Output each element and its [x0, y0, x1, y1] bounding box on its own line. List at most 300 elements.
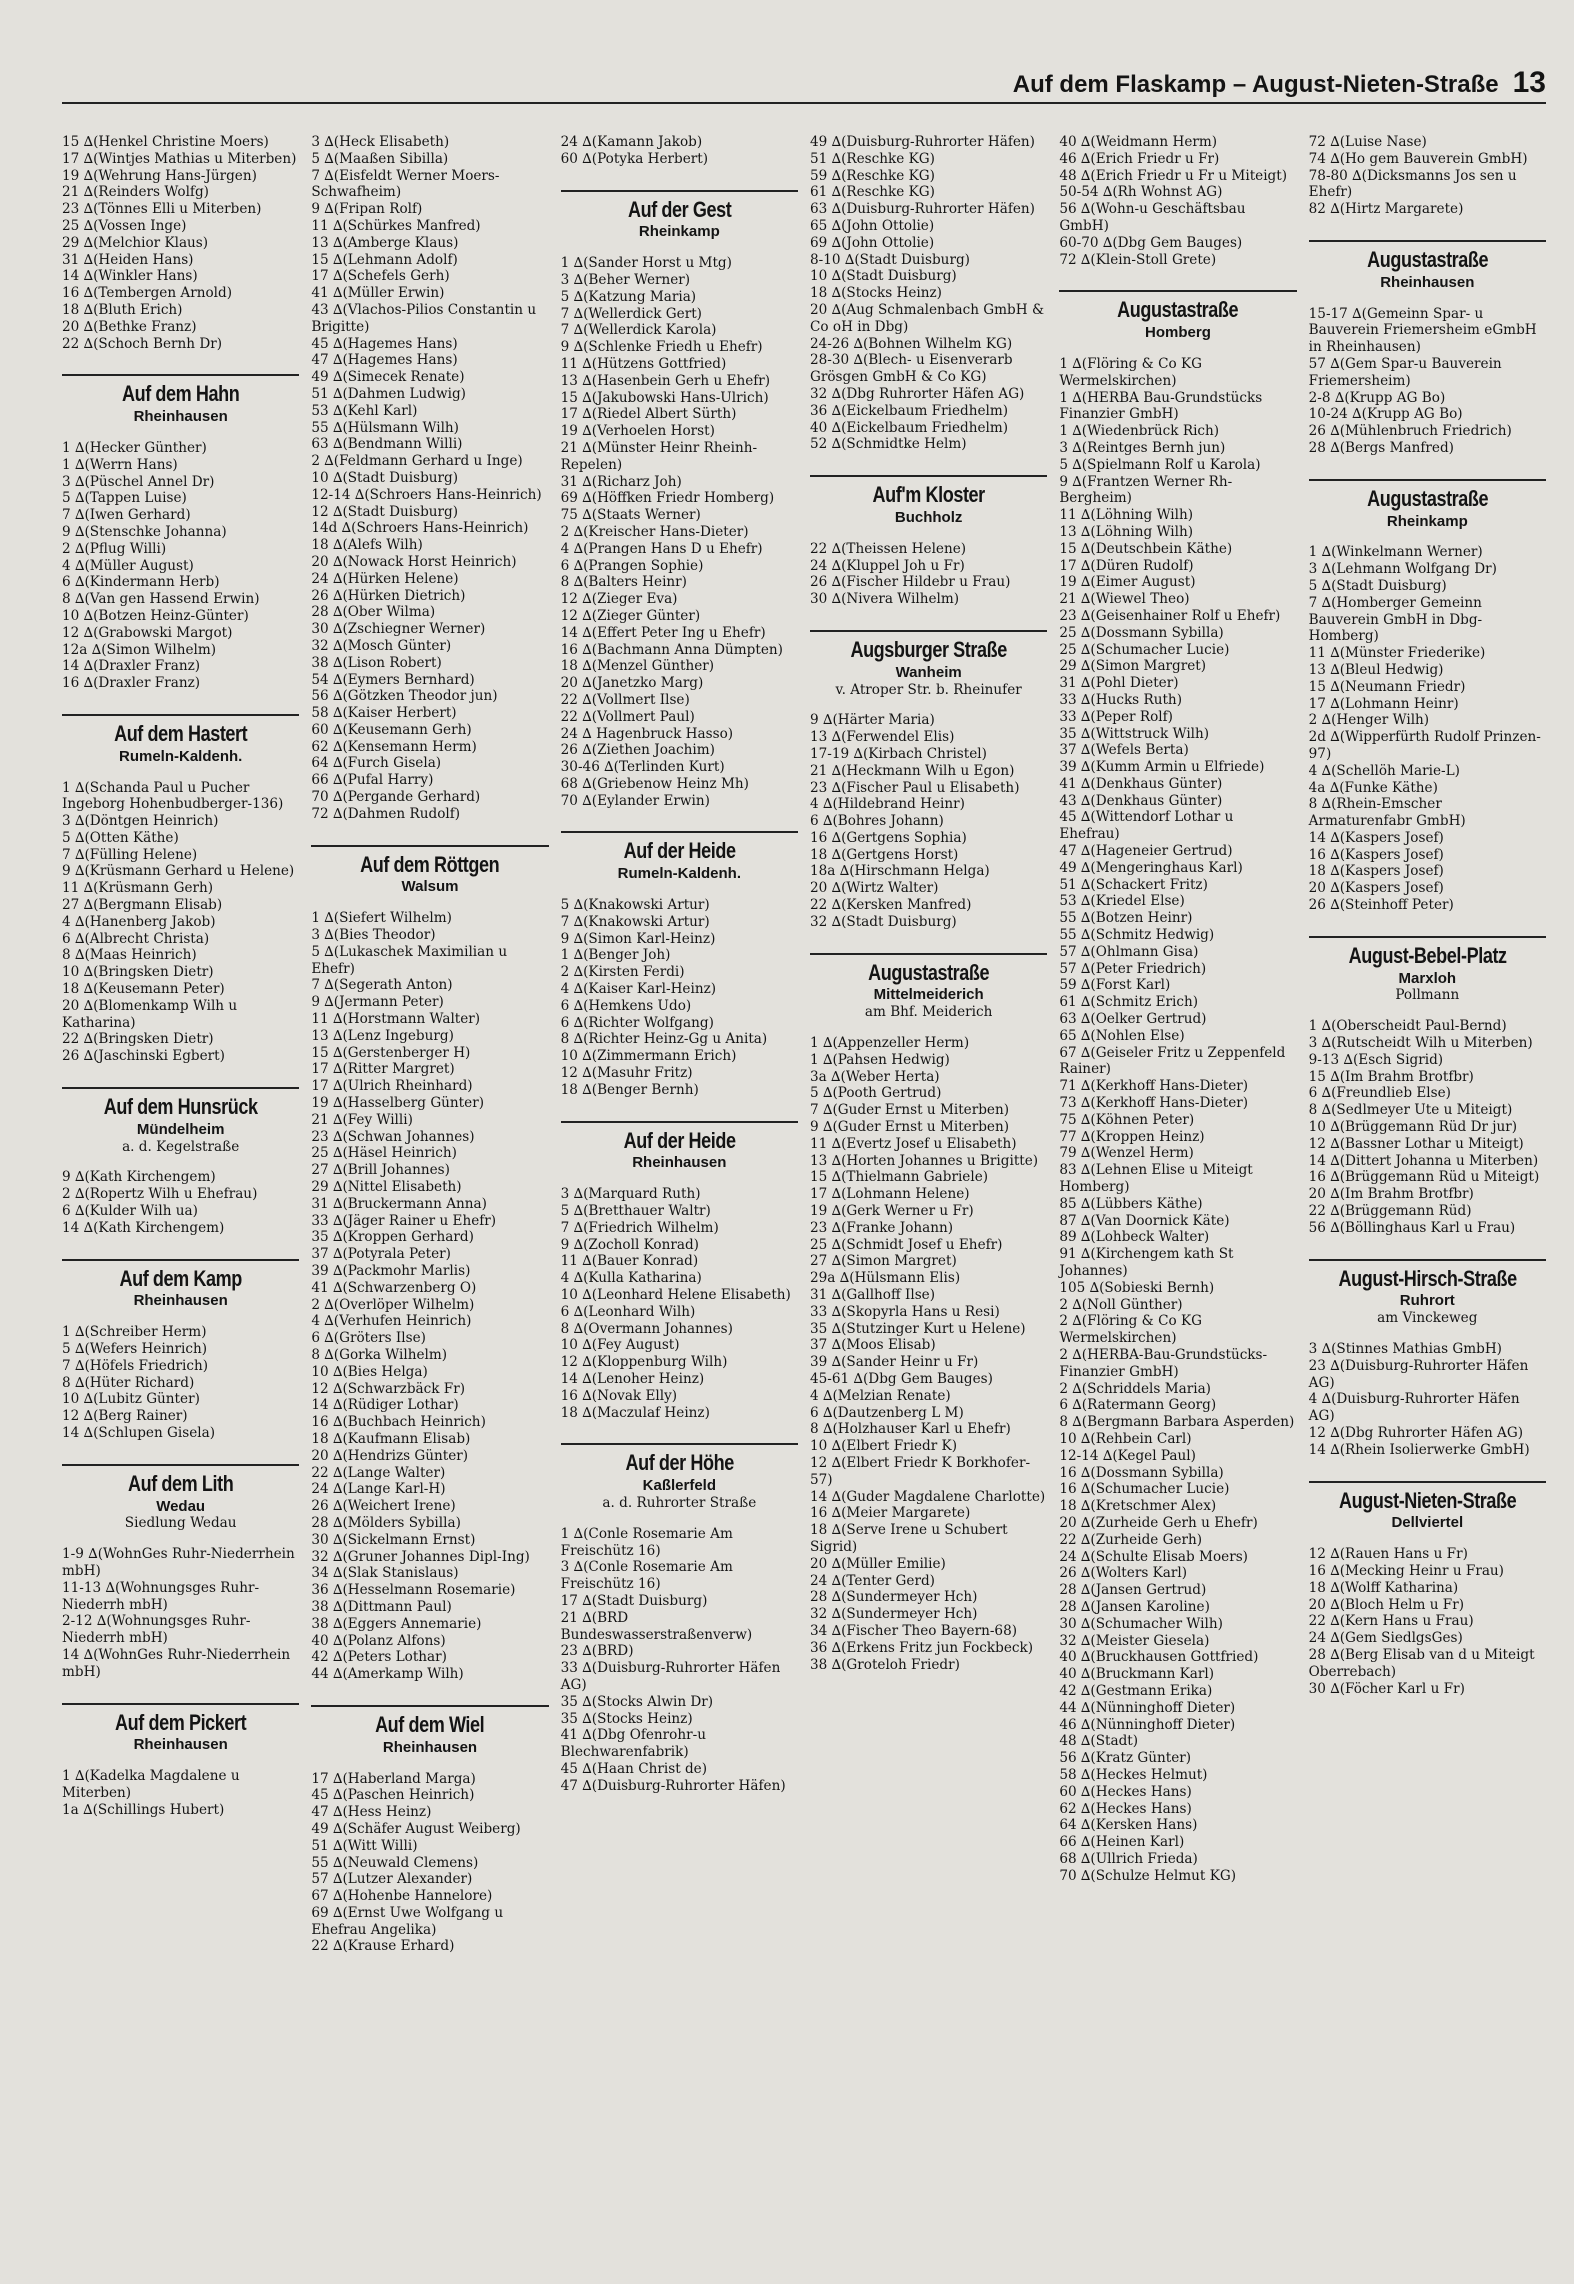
address-entry: 4 ∆(Müller August)	[62, 557, 194, 574]
address-entry: 47 ∆(Hess Heinz)	[311, 1804, 432, 1821]
address-entry: 6 ∆(Kindermann Herb)	[62, 574, 220, 591]
address-entry: 17 ∆(Schefels Gerh)	[311, 268, 450, 285]
address-entry: 27 ∆(Brill Johannes)	[311, 1162, 450, 1179]
address-entry: 46 ∆(Erich Friedr u Fr)	[1059, 150, 1220, 167]
address-entry: 2 ∆(Schriddels Maria)	[1059, 1380, 1211, 1397]
address-entry: 68 ∆(Ullrich Frieda)	[1059, 1850, 1198, 1867]
address-entry: 26 ∆(Weichert Irene)	[311, 1498, 456, 1515]
address-entry: 17 ∆(Lohmann Helene)	[809, 1186, 970, 1203]
address-entry: 24 ∆(Kluppel Joh u Fr)	[809, 557, 965, 574]
address-entry: 14 ∆(Effert Peter Ing u Ehefr)	[560, 624, 766, 641]
address-entry: 44 ∆(Nünninghoff Dieter)	[1059, 1699, 1236, 1716]
address-entry: 45-61 ∆(Dbg Gem Bauges)	[809, 1371, 993, 1387]
address-entry: 35 ∆(Stocks Alwin Dr)	[560, 1693, 714, 1710]
address-entry: 55 ∆(Schmitz Hedwig)	[1059, 927, 1215, 944]
address-entry: 82 ∆(Hirtz Margarete)	[1308, 201, 1464, 218]
address-entry: 13 ∆(Lenz Ingeburg)	[311, 1027, 454, 1044]
street-heading	[810, 953, 1047, 1021]
address-entry: 61 ∆(Reschke KG)	[809, 184, 935, 201]
street-name: Auf'm Kloster	[872, 482, 985, 508]
address-entry: 24 ∆(Hürken Helene)	[311, 570, 459, 587]
address-entry: 12 ∆(Masuhr Fritz)	[560, 1065, 693, 1082]
address-entry: 5 ∆(Pooth Gertrud)	[809, 1085, 942, 1102]
address-entry: 8 ∆(Bergmann Barbara Asperden)	[1059, 1414, 1295, 1431]
address-entry: 18 ∆(Keusemann Peter)	[62, 981, 225, 998]
address-entry: 9-13 ∆(Esch Sigrid)	[1308, 1051, 1444, 1068]
address-entry: 32 ∆(Stadt Duisburg)	[809, 913, 957, 930]
address-entry: 24 ∆(Lange Karl-H)	[311, 1481, 446, 1498]
address-entry: 47 ∆(Duisburg-Ruhrorter Häfen)	[560, 1777, 786, 1794]
address-entry: 25 ∆(Dossmann Sybilla)	[1059, 624, 1224, 641]
directory-column	[1309, 134, 1546, 1955]
address-entry: 14 ∆(Draxler Franz)	[62, 658, 201, 675]
address-entry: 14 ∆(Rhein Isolierwerke GmbH)	[1308, 1441, 1530, 1458]
address-entry: 20 ∆(Blomenkamp Wilh u Katharina)	[62, 997, 238, 1031]
address-entry: 19 ∆(Hasselberg Günter)	[311, 1095, 484, 1112]
address-entry: 12 ∆(Berg Rainer)	[62, 1408, 188, 1425]
address-entry: 34 ∆(Fischer Theo Bayern-68)	[809, 1622, 1018, 1639]
address-entry: 40 ∆(Bruckmann Karl)	[1059, 1666, 1215, 1683]
address-entry: 33 ∆(Hucks Ruth)	[1059, 691, 1182, 708]
address-entry: 7 ∆(Iwen Gerhard)	[62, 507, 191, 524]
address-entry: 20 ∆(Wirtz Walter)	[809, 880, 939, 897]
address-entry: 2-12 ∆(Wohnungsges Ruhr-Niederrh mbH)	[62, 1613, 251, 1647]
address-entry: 41 ∆(Müller Erwin)	[311, 285, 445, 302]
street-heading	[62, 374, 299, 426]
address-entry: 8 ∆(Sedlmeyer Ute u Miteigt)	[1308, 1102, 1513, 1119]
street-name: Auf dem Kamp	[119, 1265, 242, 1291]
address-entry: 56 ∆(Götzken Theodor jun)	[311, 688, 498, 705]
address-entry: 15 ∆(Gerstenberger H)	[311, 1044, 471, 1061]
district-name: Rheinhausen	[133, 1736, 228, 1754]
address-entry: 6 ∆(Richter Wolfgang)	[560, 1014, 714, 1031]
address-entry: 41 ∆(Denkhaus Günter)	[1059, 775, 1223, 792]
address-entry: 22 ∆(Krause Erhard)	[311, 1938, 455, 1955]
address-entry: 21 ∆(Wiewel Theo)	[1059, 591, 1190, 608]
address-entry: 62 ∆(Heckes Hans)	[1059, 1800, 1192, 1817]
address-entry: 24 ∆(Schulte Elisab Moers)	[1059, 1548, 1248, 1565]
address-entry: 16 ∆(Schumacher Lucie)	[1059, 1481, 1230, 1498]
address-entry: 8 ∆(Richter Heinz-Gg u Anita)	[560, 1031, 768, 1048]
address-entry: 44 ∆(Amerkamp Wilh)	[311, 1666, 464, 1683]
address-entry: 28 ∆(Jansen Karoline)	[1059, 1598, 1210, 1615]
address-entry: 6 ∆(Freundlieb Else)	[1308, 1085, 1451, 1102]
address-entry: 56 ∆(Kratz Günter)	[1059, 1750, 1192, 1767]
section-divider	[311, 845, 548, 847]
address-entry: 10 ∆(Fey August)	[560, 1337, 680, 1354]
district-name: Mündelheim	[136, 1120, 225, 1138]
address-entry: 11 ∆(Schürkes Manfred)	[311, 217, 481, 234]
address-entry: 30 ∆(Schumacher Wilh)	[1059, 1615, 1223, 1632]
address-entry: 49 ∆(Duisburg-Ruhrorter Häfen)	[809, 134, 1035, 150]
address-entry: 16 ∆(Buchbach Heinrich)	[311, 1414, 486, 1431]
address-entry: 55 ∆(Botzen Heinr)	[1059, 910, 1193, 927]
address-entry: 14 ∆(Schlupen Gisela)	[62, 1425, 216, 1441]
address-entry: 31 ∆(Bruckermann Anna)	[311, 1195, 487, 1212]
address-entry: 4 ∆(Verhufen Heinrich)	[311, 1313, 472, 1330]
address-entry: 8 ∆(Gorka Wilhelm)	[311, 1346, 448, 1363]
address-entry: 1 ∆(Schanda Paul u Pucher Ingeborg Hohenbudberger-136)	[62, 779, 284, 813]
section-divider	[1309, 1481, 1546, 1483]
address-entry: 4 ∆(Kaiser Karl-Heinz)	[560, 981, 717, 998]
address-entry: 10 ∆(Brüggemann Rüd Dr jur)	[1308, 1119, 1518, 1136]
address-entry: 6 ∆(Bohres Johann)	[809, 813, 944, 830]
address-entry: 49 ∆(Mengeringhaus Karl)	[1059, 859, 1243, 876]
address-entry: 47 ∆(Hageneier Gertrud)	[1059, 843, 1233, 860]
street-heading	[1309, 936, 1546, 1004]
address-entry: 1 ∆(HERBA Bau-Grundstücks Finanzier GmbH)	[1059, 389, 1263, 423]
address-entry: 37 ∆(Moos Elisab)	[809, 1337, 936, 1354]
address-entry: 71 ∆(Kerkhoff Hans-Dieter)	[1059, 1078, 1249, 1095]
address-entry: 59 ∆(Reschke KG)	[809, 167, 935, 184]
address-entry: 13 ∆(Amberge Klaus)	[311, 234, 459, 251]
address-entry: 16 ∆(Meier Margarete)	[809, 1505, 971, 1522]
address-entry: 33 ∆(Duisburg-Ruhrorter Häfen AG)	[560, 1660, 781, 1693]
address-entry: 2 ∆(Overlöper Wilhelm)	[311, 1296, 475, 1313]
address-entry: 12 ∆(Zieger Günter)	[560, 607, 701, 624]
address-entry: 53 ∆(Kriedel Else)	[1059, 893, 1185, 910]
district-name: Wedau	[156, 1497, 206, 1515]
address-entry: 6 ∆(Leonhard Wilh)	[560, 1303, 696, 1320]
address-entry: 18 ∆(Serve Irene u Schubert Sigrid)	[809, 1522, 1008, 1555]
address-entry: 12 ∆(Bassner Lothar u Miteigt)	[1308, 1135, 1524, 1152]
location-note: v. Atroper Str. b. Rheinufer	[835, 681, 1022, 698]
location-note: am Bhf. Meiderich	[864, 1004, 993, 1021]
address-entry: 77 ∆(Kroppen Heinz)	[1059, 1128, 1205, 1145]
address-entry: 17-19 ∆(Kirbach Christel)	[809, 745, 987, 762]
address-entry: 1 ∆(Winkelmann Werner)	[1308, 544, 1483, 561]
address-entry: 3 ∆(Stinnes Mathias GmbH)	[1308, 1341, 1502, 1358]
street-heading	[1309, 1481, 1546, 1533]
address-entry: 11 ∆(Horstmann Walter)	[311, 1011, 481, 1028]
address-entry: 28 ∆(Sundermeyer Hch)	[809, 1589, 978, 1606]
street-name: Auf dem Hahn	[121, 381, 240, 407]
address-entry: 12a ∆(Simon Wilhelm)	[62, 641, 217, 658]
address-entry: 6 ∆(Albrecht Christa)	[62, 930, 210, 947]
address-entry: 11 ∆(Evertz Josef u Elisabeth)	[809, 1135, 1017, 1152]
address-entry: 61 ∆(Schmitz Erich)	[1059, 994, 1199, 1011]
address-entry: 13 ∆(Bleul Hedwig)	[1308, 661, 1444, 678]
address-entry: 26 ∆(Jaschinski Egbert)	[62, 1048, 225, 1065]
address-entry: 7 ∆(Segerath Anton)	[311, 977, 453, 994]
address-entry: 43 ∆(Denkhaus Günter)	[1059, 792, 1223, 809]
directory-column	[1059, 134, 1296, 1955]
address-entry: 4 ∆(Schellöh Marie-L)	[1308, 762, 1460, 779]
address-entry: 58 ∆(Heckes Helmut)	[1059, 1766, 1208, 1783]
address-entry: 26 ∆(Ziethen Joachim)	[560, 742, 715, 759]
address-entry: 3 ∆(Marquard Ruth)	[560, 1186, 701, 1203]
address-entry: 57 ∆(Ohlmann Gisa)	[1059, 943, 1199, 960]
address-entry: 12 ∆(Zieger Eva)	[560, 591, 678, 608]
address-entry: 7 ∆(Höfels Friedrich)	[62, 1357, 209, 1374]
address-entry: 7 ∆(Wellerdick Karola)	[560, 322, 717, 339]
address-entry: 63 ∆(Duisburg-Ruhrorter Häfen)	[809, 201, 1035, 218]
address-entry: 59 ∆(Forst Karl)	[1059, 977, 1171, 994]
address-entry: 20 ∆(Zurheide Gerh u Ehefr)	[1059, 1514, 1258, 1531]
address-entry: 4 ∆(Prangen Hans D u Ehefr)	[560, 540, 763, 557]
street-directory-columns	[62, 134, 1546, 1955]
address-entry: 32 ∆(Sundermeyer Hch)	[809, 1606, 978, 1623]
address-entry: 69 ∆(John Ottolie)	[809, 234, 935, 251]
address-entry: 23 ∆(BRD)	[560, 1643, 634, 1660]
address-entry: 4 ∆(Duisburg-Ruhrorter Häfen AG)	[1308, 1391, 1520, 1425]
district-name: Rheinhausen	[632, 1154, 727, 1172]
address-entry: 3 ∆(Conle Rosemarie Am Freischütz 16)	[560, 1559, 733, 1593]
address-entry: 11 ∆(Hützens Gottfried)	[560, 355, 727, 372]
street-name: Auf dem Pickert	[115, 1709, 247, 1735]
address-entry: 4a ∆(Funke Käthe)	[1308, 779, 1438, 796]
address-entry: 16 ∆(Novak Elly)	[560, 1387, 678, 1404]
street-name: Auf dem Wiel	[375, 1711, 485, 1737]
address-entry: 17 ∆(Stadt Duisburg)	[560, 1592, 708, 1609]
address-entry: 22 ∆(Bringsken Dietr)	[62, 1031, 214, 1048]
address-entry: 8 ∆(Overmann Johannes)	[560, 1320, 733, 1337]
address-entry: 10 ∆(Leonhard Helene Elisabeth)	[560, 1287, 791, 1304]
address-entry: 20 ∆(Nowack Horst Heinrich)	[311, 553, 517, 570]
address-entry: 42 ∆(Peters Lothar)	[311, 1649, 447, 1666]
street-name: Auf dem Röttgen	[360, 851, 500, 877]
address-entry: 10 ∆(Stadt Duisburg)	[809, 268, 957, 285]
address-entry: 78-80 ∆(Dicksmanns Jos sen u Ehefr)	[1308, 167, 1517, 201]
address-entry: 8 ∆(Holzhauser Karl u Ehefr)	[809, 1421, 1011, 1438]
address-entry: 42 ∆(Gestmann Erika)	[1059, 1682, 1213, 1699]
address-entry: 15 ∆(Neumann Friedr)	[1308, 678, 1466, 695]
address-entry: 22 ∆(Lange Walter)	[311, 1464, 446, 1481]
address-entry: 73 ∆(Kerkhoff Hans-Dieter)	[1059, 1095, 1249, 1112]
address-entry: 60 ∆(Keusemann Gerh)	[311, 721, 472, 738]
address-entry: 16 ∆(Gertgens Sophia)	[809, 829, 967, 846]
address-entry: 18 ∆(Menzel Günther)	[560, 658, 715, 675]
address-entry: 22 ∆(Kersken Manfred)	[809, 897, 972, 914]
address-entry: 30 ∆(Zschiegner Werner)	[311, 621, 486, 638]
section-divider	[810, 630, 1047, 632]
address-entry: 63 ∆(Bendmann Willi)	[311, 436, 463, 453]
address-entry: 16 ∆(Bachmann Anna Dümpten)	[560, 641, 783, 658]
address-entry: 17 ∆(Düren Rudolf)	[1059, 557, 1194, 574]
address-entry: 37 ∆(Potyrala Peter)	[311, 1246, 451, 1263]
address-entry: 1 ∆(Wiedenbrück Rich)	[1059, 423, 1220, 440]
address-entry: 12 ∆(Stadt Duisburg)	[311, 503, 459, 520]
address-entry: 5 ∆(Bretthauer Waltr)	[560, 1203, 711, 1220]
address-entry: 5 ∆(Maaßen Sibilla)	[311, 150, 449, 167]
address-entry: 15 ∆(Lehmann Adolf)	[311, 251, 458, 268]
address-entry: 13 ∆(Löhning Wilh)	[1059, 523, 1194, 540]
address-entry: 75 ∆(Staats Werner)	[560, 507, 701, 524]
address-entry: 2 ∆(HERBA-Bau-Grundstücks-Finanzier GmbH)	[1059, 1346, 1268, 1380]
address-entry: 11 ∆(Münster Friederike)	[1308, 645, 1486, 662]
street-name: Auf der Höhe	[625, 1450, 734, 1476]
address-entry: 2 ∆(Kirsten Ferdi)	[560, 964, 685, 981]
address-entry: 46 ∆(Nünninghoff Dieter)	[1059, 1716, 1236, 1733]
address-entry: 1 ∆(Werrn Hans)	[62, 456, 178, 473]
address-entry: 17 ∆(Ulrich Rheinhard)	[311, 1078, 473, 1095]
address-entry: 15 ∆(Thielmann Gabriele)	[809, 1169, 989, 1186]
address-entry: 85 ∆(Lübbers Käthe)	[1059, 1195, 1203, 1212]
address-entry: 24 ∆(Tenter Gerd)	[809, 1572, 935, 1589]
address-entry: 23 ∆(Franke Johann)	[809, 1219, 954, 1236]
street-heading	[561, 831, 798, 883]
address-entry: 11 ∆(Löhning Wilh)	[1059, 507, 1194, 524]
address-entry: 4 ∆(Hildebrand Heinr)	[809, 796, 965, 813]
address-entry: 47 ∆(Hagemes Hans)	[311, 352, 458, 369]
street-name: August-Hirsch-Straße	[1338, 1265, 1517, 1291]
address-entry: 16 ∆(Draxler Franz)	[62, 675, 201, 692]
address-entry: 8-10 ∆(Stadt Duisburg)	[809, 251, 970, 268]
address-entry: 34 ∆(Slak Stanislaus)	[311, 1565, 459, 1582]
location-note: am Vinckeweg	[1377, 1310, 1478, 1327]
street-name: Augsburger Straße	[850, 636, 1007, 662]
address-entry: 18a ∆(Hirschmann Helga)	[809, 863, 990, 880]
address-entry: 68 ∆(Griebenow Heinz Mh)	[560, 775, 749, 792]
address-entry: 52 ∆(Schmidtke Helm)	[809, 436, 967, 453]
location-note: Pollmann	[1395, 987, 1460, 1004]
district-name: Dellviertel	[1391, 1514, 1464, 1532]
address-entry: 1 ∆(Kadelka Magdalene u Miterben)	[62, 1768, 240, 1801]
street-name: Auf der Heide	[623, 1127, 736, 1153]
district-name: Mittelmeiderich	[873, 986, 984, 1004]
address-entry: 31 ∆(Richarz Joh)	[560, 473, 682, 490]
address-entry: 35 ∆(Kroppen Gerhard)	[311, 1229, 474, 1246]
address-entry: 6 ∆(Ratermann Georg)	[1059, 1397, 1217, 1414]
address-entry: 36 ∆(Erkens Fritz jun Fockbeck)	[809, 1639, 1034, 1656]
address-entry: 9 ∆(Stenschke Johanna)	[62, 523, 227, 540]
address-entry: 45 ∆(Wittendorf Lothar u Ehefrau)	[1059, 809, 1234, 843]
address-entry: 64 ∆(Furch Gisela)	[311, 755, 442, 772]
address-entry: 6 ∆(Gröters Ilse)	[311, 1330, 426, 1347]
address-entry: 7 ∆(Guder Ernst u Miterben)	[809, 1102, 1010, 1119]
address-entry: 12 ∆(Grabowski Margot)	[62, 624, 233, 641]
street-name: Augustastraße	[1366, 485, 1488, 511]
address-entry: 51 ∆(Reschke KG)	[809, 150, 935, 167]
address-entry: 40 ∆(Polanz Alfons)	[311, 1632, 446, 1649]
address-entry: 11-13 ∆(Wohnungsges Ruhr-Niederrh mbH)	[62, 1579, 260, 1613]
address-entry: 17 ∆(Wintjes Mathias u Miterben)	[62, 150, 297, 167]
address-entry: 22 ∆(Vollmert Paul)	[560, 708, 695, 725]
address-entry: 29 ∆(Simon Margret)	[1059, 658, 1207, 675]
address-entry: 12 ∆(Dbg Ruhrorter Häfen AG)	[1308, 1425, 1524, 1441]
address-entry: 89 ∆(Lohbeck Walter)	[1059, 1229, 1210, 1246]
address-entry: 18 ∆(Stocks Heinz)	[809, 285, 942, 302]
address-entry: 30 ∆(Nivera Wilhelm)	[809, 591, 960, 608]
address-entry: 29 ∆(Melchior Klaus)	[62, 234, 209, 251]
address-entry: 12 ∆(Kloppenburg Wilh)	[560, 1354, 728, 1371]
section-divider	[1309, 1259, 1546, 1261]
address-entry: 60 ∆(Heckes Hans)	[1059, 1783, 1192, 1800]
street-heading	[1059, 290, 1296, 342]
street-name: Auf dem Hastert	[114, 720, 248, 746]
address-entry: 19 ∆(Wehrung Hans-Jürgen)	[62, 167, 257, 184]
address-entry: 7 ∆(Eisfeldt Werner Moers-Schwafheim)	[311, 167, 500, 201]
address-entry: 35 ∆(Stutzinger Kurt u Helene)	[809, 1320, 1026, 1337]
address-entry: 15 ∆(Deutschbein Käthe)	[1059, 540, 1233, 557]
address-entry: 3 ∆(Beher Werner)	[560, 271, 691, 288]
address-entry: 69 ∆(Höffken Friedr Homberg)	[560, 490, 775, 507]
address-entry: 10-24 ∆(Krupp AG Bo)	[1308, 406, 1463, 423]
directory-column	[62, 134, 299, 1955]
address-entry: 9 ∆(Zocholl Konrad)	[560, 1236, 699, 1253]
address-entry: 8 ∆(Van gen Hassend Erwin)	[62, 591, 260, 608]
address-entry: 11 ∆(Bauer Konrad)	[560, 1253, 699, 1270]
address-entry: 24 ∆ Hagenbruck Hasso)	[560, 725, 734, 742]
street-name: August-Bebel-Platz	[1348, 942, 1507, 968]
address-entry: 60 ∆(Potyka Herbert)	[560, 150, 709, 167]
address-entry: 30 ∆(Sickelmann Ernst)	[311, 1531, 476, 1548]
address-entry: 51 ∆(Dahmen Ludwig)	[311, 385, 466, 402]
directory-column	[311, 134, 548, 1955]
street-heading	[311, 845, 548, 897]
section-divider	[810, 475, 1047, 477]
address-entry: 18 ∆(Alefs Wilh)	[311, 537, 423, 554]
address-entry: 19 ∆(Eimer August)	[1059, 574, 1196, 591]
address-entry: 12 ∆(Elbert Friedr K Borkhofer-57)	[809, 1454, 1031, 1488]
address-entry: 14 ∆(Lenoher Heinz)	[560, 1371, 705, 1387]
address-entry: 23 ∆(Schwan Johannes)	[311, 1128, 475, 1145]
address-entry: 5 ∆(Tappen Luise)	[62, 490, 187, 507]
address-entry: 22 ∆(Vollmert Ilse)	[560, 691, 690, 708]
address-entry: 29a ∆(Hülsmann Elis)	[809, 1270, 961, 1287]
address-entry: 21 ∆(Reinders Wolfg)	[62, 184, 209, 201]
street-name: Auf der Gest	[627, 196, 731, 222]
address-entry: 20 ∆(Hendrizs Günter)	[311, 1447, 469, 1464]
address-entry: 25 ∆(Schmidt Josef u Ehefr)	[809, 1236, 1003, 1253]
address-entry: 27 ∆(Simon Margret)	[809, 1253, 957, 1270]
address-entry: 3 ∆(Heck Elisabeth)	[311, 134, 450, 150]
address-entry: 70 ∆(Eylander Erwin)	[560, 792, 710, 809]
address-entry: 18 ∆(Wolff Katharina)	[1308, 1579, 1459, 1596]
address-entry: 51 ∆(Witt Willi)	[311, 1837, 418, 1854]
district-name: Kaßlerfeld	[642, 1477, 716, 1495]
address-entry: 26 ∆(Hürken Dietrich)	[311, 587, 466, 604]
address-entry: 41 ∆(Dbg Ofenrohr-u Blechwarenfabrik)	[560, 1727, 706, 1761]
address-entry: 6 ∆(Kulder Wilh ua)	[62, 1203, 198, 1220]
address-entry: 19 ∆(Verhoelen Horst)	[560, 423, 715, 440]
address-entry: 1 ∆(Oberscheidt Paul-Bernd)	[1308, 1018, 1507, 1035]
address-entry: 2 ∆(Noll Günther)	[1059, 1296, 1183, 1313]
address-entry: 9 ∆(Guder Ernst u Miterben)	[809, 1119, 1010, 1136]
address-entry: 13 ∆(Ferwendel Elis)	[809, 729, 955, 746]
address-entry: 18 ∆(Maczulaf Heinz)	[560, 1404, 710, 1421]
address-entry: 9 ∆(Simon Karl-Heinz)	[560, 930, 716, 947]
address-entry: 62 ∆(Kensemann Herm)	[311, 738, 477, 755]
address-entry: 8 ∆(Rhein-Emscher Armaturenfabr GmbH)	[1308, 796, 1466, 830]
district-name: Marxloh	[1398, 969, 1457, 987]
section-divider	[62, 1259, 299, 1261]
district-name: Buchholz	[894, 508, 963, 526]
district-name: Walsum	[401, 878, 459, 896]
address-entry: 67 ∆(Geiseler Fritz u Zeppenfeld Rainer)	[1059, 1044, 1286, 1078]
address-entry: 5 ∆(Wefers Heinrich)	[62, 1341, 208, 1358]
address-entry: 5 ∆(Spielmann Rolf u Karola)	[1059, 456, 1261, 473]
address-entry: 23 ∆(Geisenhainer Rolf u Ehefr)	[1059, 607, 1281, 624]
address-entry: 32 ∆(Meister Giesela)	[1059, 1632, 1210, 1649]
address-entry: 4 ∆(Hanenberg Jakob)	[62, 913, 216, 930]
address-entry: 8 ∆(Hüter Richard)	[62, 1374, 195, 1391]
section-divider	[62, 1464, 299, 1466]
address-entry: 3 ∆(Reintges Bernh jun)	[1059, 439, 1226, 456]
address-entry: 24 ∆(Gem SiedlgsGes)	[1308, 1630, 1463, 1647]
address-entry: 31 ∆(Heiden Hans)	[62, 251, 194, 268]
street-heading	[311, 1705, 548, 1757]
address-entry: 6 ∆(Prangen Sophie)	[560, 557, 704, 574]
address-entry: 16 ∆(Brüggemann Rüd u Miteigt)	[1308, 1169, 1540, 1186]
address-entry: 32 ∆(Dbg Ruhrorter Häfen AG)	[809, 385, 1025, 402]
address-entry: 21 ∆(Fey Willi)	[311, 1111, 413, 1128]
address-entry: 35 ∆(Wittstruck Wilh)	[1059, 725, 1210, 742]
address-entry: 39 ∆(Kumm Armin u Elfriede)	[1059, 759, 1265, 776]
district-name: Rheinhausen	[133, 1292, 228, 1310]
district-name: Homberg	[1145, 324, 1211, 342]
section-divider	[561, 1443, 798, 1445]
